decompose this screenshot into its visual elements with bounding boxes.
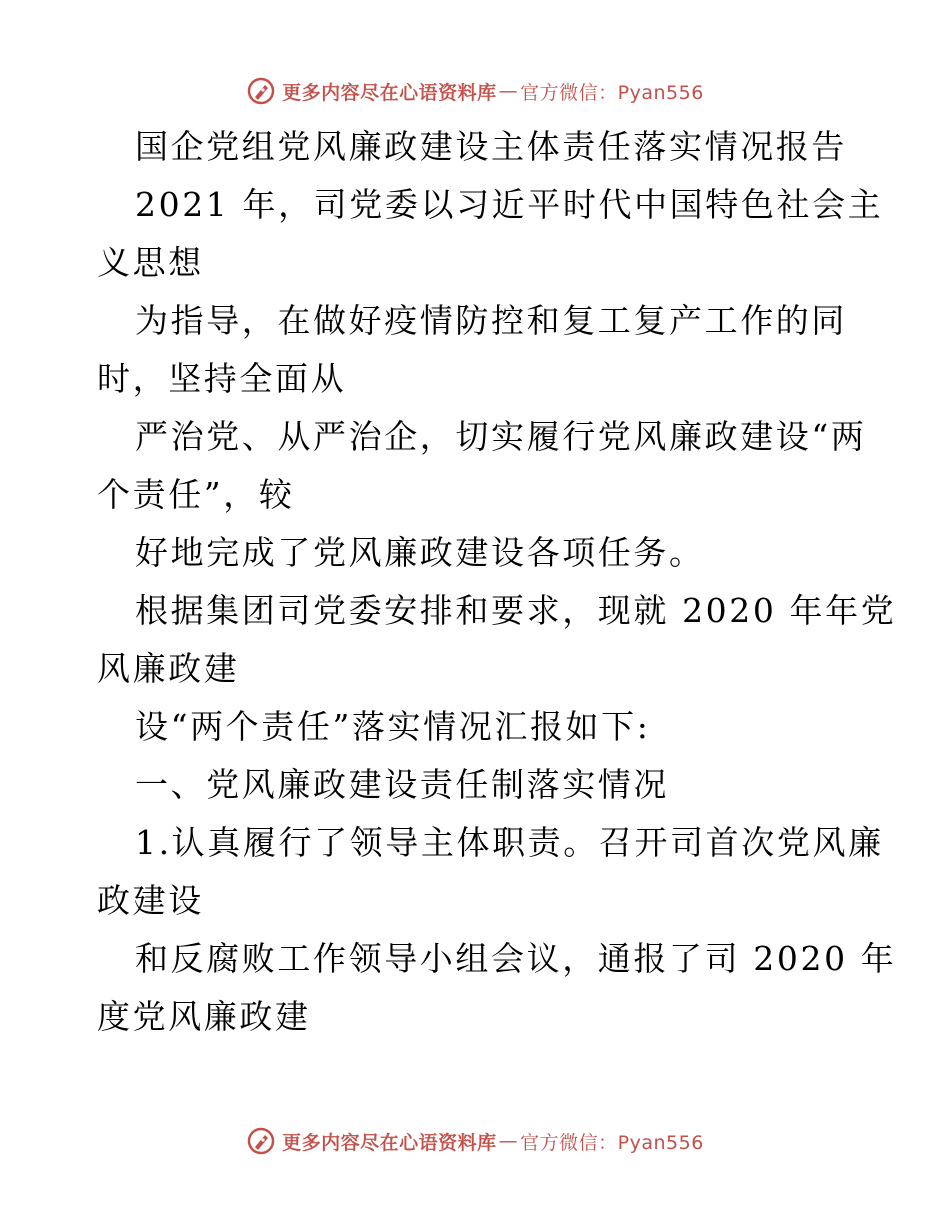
- footer-watermark: [0, 1121, 950, 1161]
- text-line: 1.认真履行了领导主体职责。召开司首次党风廉: [135, 823, 884, 862]
- text-line: 义思想: [97, 243, 204, 282]
- section-heading: 一、党风廉政建设责任制落实情况: [135, 765, 669, 804]
- watermark-text: 更多内容尽在心语资料库: [282, 1131, 497, 1154]
- text-line: 个责任”，较: [97, 475, 295, 514]
- text-line: 为指导，在做好疫情防控和复工复产工作的同: [135, 301, 847, 340]
- text-line: 度党风廉政建: [97, 997, 311, 1036]
- pen-nib-logo-icon: [246, 1126, 276, 1156]
- header-watermark: [0, 71, 950, 111]
- text-line: 设“两个责任”落实情况汇报如下:: [135, 707, 651, 746]
- text-line: 时，坚持全面从: [97, 359, 347, 398]
- text-line: 好地完成了党风廉政建设各项任务。: [135, 533, 705, 572]
- text-line: 风廉政建: [97, 649, 240, 688]
- watermark-contact: 官方微信：Pyan556: [520, 1131, 704, 1154]
- watermark-dash: —: [498, 80, 519, 102]
- document-body: [97, 118, 897, 1046]
- watermark-contact: 官方微信：Pyan556: [520, 81, 704, 104]
- watermark-text: 更多内容尽在心语资料库: [282, 81, 497, 104]
- document-title: 国企党组党风廉政建设主体责任落实情况报告: [135, 127, 847, 166]
- text-line: 2021 年，司党委以习近平时代中国特色社会主: [135, 185, 884, 224]
- watermark-dash: —: [498, 1130, 519, 1152]
- pen-nib-logo-icon: [246, 76, 276, 106]
- text-line: 政建设: [97, 881, 204, 920]
- text-line: 和反腐败工作领导小组会议，通报了司 2020 年: [135, 939, 897, 978]
- text-line: 根据集团司党委安排和要求，现就 2020 年年党: [135, 591, 897, 630]
- text-line: 严治党、从严治企，切实履行党风廉政建设“两: [135, 417, 867, 456]
